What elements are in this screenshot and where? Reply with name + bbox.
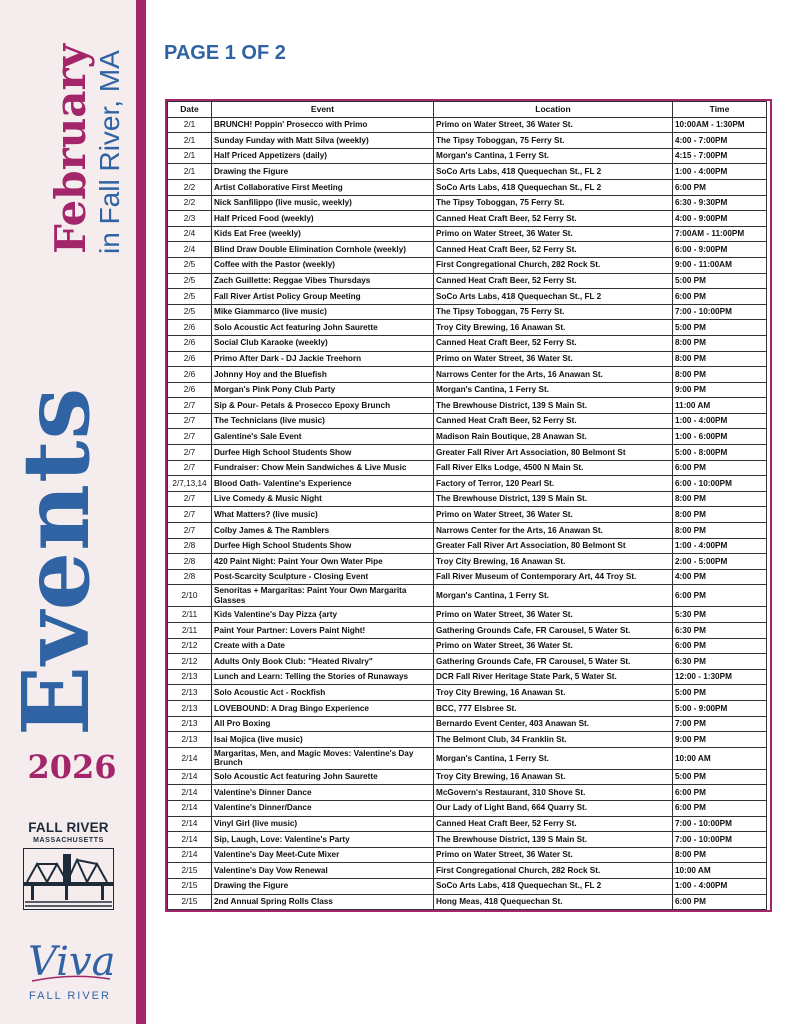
cell-location: Canned Heat Craft Beer, 52 Ferry St. — [434, 335, 673, 351]
cell-date: 2/7 — [168, 491, 212, 507]
cell-date: 2/8 — [168, 538, 212, 554]
cell-time: 8:00 PM — [673, 847, 767, 863]
cell-location: SoCo Arts Labs, 418 Quequechan St., FL 2 — [434, 164, 673, 180]
cell-date: 2/5 — [168, 257, 212, 273]
svg-text:Viva: Viva — [28, 939, 116, 985]
cell-location: Our Lady of Light Band, 664 Quarry St. — [434, 800, 673, 816]
cell-location: SoCo Arts Labs, 418 Quequechan St., FL 2 — [434, 289, 673, 305]
table-row — [168, 491, 767, 507]
table-row — [168, 785, 767, 801]
cell-time: 7:00 - 10:00PM — [673, 832, 767, 848]
table-row — [168, 607, 767, 623]
cell-location: Primo on Water Street, 36 Water St. — [434, 117, 673, 133]
table-row — [168, 211, 767, 227]
table-row — [168, 320, 767, 336]
cell-event: Solo Acoustic Act featuring John Saurette — [212, 769, 434, 785]
cell-time: 6:00 PM — [673, 179, 767, 195]
cell-time: 8:00 PM — [673, 335, 767, 351]
table-row — [168, 654, 767, 670]
cell-event: Paint Your Partner: Lovers Paint Night! — [212, 623, 434, 639]
header-location: Location — [434, 102, 673, 118]
cell-time: 6:00 PM — [673, 289, 767, 305]
cell-event: Kids Valentine's Day Pizza {arty — [212, 607, 434, 623]
table-row — [168, 747, 767, 769]
cell-date: 2/12 — [168, 654, 212, 670]
cell-time: 5:00 PM — [673, 320, 767, 336]
cell-location: Troy City Brewing, 16 Anawan St. — [434, 685, 673, 701]
table-row — [168, 117, 767, 133]
cell-event: Senoritas + Margaritas: Paint Your Own Margarita Glasses — [212, 585, 434, 607]
cell-time: 10:00AM - 1:30PM — [673, 117, 767, 133]
cell-location: Gathering Grounds Cafe, FR Carousel, 5 Water St. — [434, 623, 673, 639]
table-row — [168, 179, 767, 195]
cell-time: 1:00 - 4:00PM — [673, 538, 767, 554]
header-time: Time — [673, 102, 767, 118]
cell-time: 1:00 - 4:00PM — [673, 878, 767, 894]
table-row — [168, 716, 767, 732]
cell-date: 2/5 — [168, 289, 212, 305]
cell-location: Morgan's Cantina, 1 Ferry St. — [434, 747, 673, 769]
cell-event: Solo Acoustic Act - Rockfish — [212, 685, 434, 701]
cell-location: Primo on Water Street, 36 Water St. — [434, 847, 673, 863]
cell-date: 2/15 — [168, 894, 212, 910]
cell-date: 2/15 — [168, 863, 212, 879]
cell-location: The Tipsy Toboggan, 75 Ferry St. — [434, 195, 673, 211]
cell-location: Troy City Brewing, 16 Anawan St. — [434, 554, 673, 570]
cell-date: 2/14 — [168, 769, 212, 785]
header-event: Event — [212, 102, 434, 118]
cell-date: 2/7 — [168, 507, 212, 523]
cell-location: Hong Meas, 418 Quequechan St. — [434, 894, 673, 910]
cell-event: BRUNCH! Poppin' Prosecco with Primo — [212, 117, 434, 133]
cell-date: 2/13 — [168, 732, 212, 748]
cell-time: 12:00 - 1:30PM — [673, 669, 767, 685]
table-row — [168, 226, 767, 242]
cell-location: Narrows Center for the Arts, 16 Anawan St. — [434, 523, 673, 539]
cell-time: 8:00 PM — [673, 507, 767, 523]
cell-time: 7:00 PM — [673, 716, 767, 732]
cell-location: DCR Fall River Heritage State Park, 5 Water St. — [434, 669, 673, 685]
cell-event: Vinyl Girl (live music) — [212, 816, 434, 832]
cell-time: 4:00 PM — [673, 569, 767, 585]
table-row — [168, 669, 767, 685]
cell-location: SoCo Arts Labs, 418 Quequechan St., FL 2 — [434, 179, 673, 195]
cell-time: 5:00 - 9:00PM — [673, 700, 767, 716]
cell-event: Sunday Funday with Matt Silva (weekly) — [212, 133, 434, 149]
cell-time: 5:00 PM — [673, 769, 767, 785]
cell-event: Mike Giammarco (live music) — [212, 304, 434, 320]
viva-subtitle: FALL RIVER — [29, 990, 111, 1002]
cell-location: McGovern's Restaurant, 310 Shove St. — [434, 785, 673, 801]
cell-event: Durfee High School Students Show — [212, 445, 434, 461]
cell-location: The Belmont Club, 34 Franklin St. — [434, 732, 673, 748]
table-row — [168, 367, 767, 383]
table-row — [168, 304, 767, 320]
cell-time: 6:00 PM — [673, 894, 767, 910]
table-row — [168, 257, 767, 273]
cell-location: Canned Heat Craft Beer, 52 Ferry St. — [434, 273, 673, 289]
cell-event: 2nd Annual Spring Rolls Class — [212, 894, 434, 910]
cell-date: 2/14 — [168, 832, 212, 848]
cell-date: 2/7 — [168, 398, 212, 414]
table-row — [168, 878, 767, 894]
cell-location: Canned Heat Craft Beer, 52 Ferry St. — [434, 816, 673, 832]
cell-location: Troy City Brewing, 16 Anawan St. — [434, 320, 673, 336]
cell-date: 2/6 — [168, 382, 212, 398]
cell-date: 2/14 — [168, 747, 212, 769]
cell-location: Morgan's Cantina, 1 Ferry St. — [434, 585, 673, 607]
table-row — [168, 554, 767, 570]
table-row — [168, 133, 767, 149]
table-header-row — [168, 102, 767, 118]
cell-time: 6:00 PM — [673, 638, 767, 654]
cell-date: 2/2 — [168, 179, 212, 195]
cell-time: 7:00 - 10:00PM — [673, 816, 767, 832]
cell-location: First Congregational Church, 282 Rock St. — [434, 863, 673, 879]
cell-event: Johnny Hoy and the Bluefish — [212, 367, 434, 383]
table-row — [168, 289, 767, 305]
cell-time: 5:00 - 8:00PM — [673, 445, 767, 461]
cell-event: Half Priced Food (weekly) — [212, 211, 434, 227]
cell-date: 2/7 — [168, 460, 212, 476]
cell-date: 2/8 — [168, 569, 212, 585]
cell-event: Drawing the Figure — [212, 878, 434, 894]
cell-event: Lunch and Learn: Telling the Stories of Runaways — [212, 669, 434, 685]
cell-location: Canned Heat Craft Beer, 52 Ferry St. — [434, 211, 673, 227]
cell-time: 2:00 - 5:00PM — [673, 554, 767, 570]
table-row — [168, 894, 767, 910]
cell-date: 2/10 — [168, 585, 212, 607]
cell-date: 2/13 — [168, 685, 212, 701]
table-row — [168, 351, 767, 367]
cell-date: 2/11 — [168, 607, 212, 623]
cell-date: 2/14 — [168, 847, 212, 863]
cell-time: 8:00 PM — [673, 491, 767, 507]
table-row — [168, 164, 767, 180]
year-label: 2026 — [27, 748, 117, 786]
table-row — [168, 523, 767, 539]
table-row — [168, 832, 767, 848]
cell-event: Drawing the Figure — [212, 164, 434, 180]
cell-time: 6:30 PM — [673, 654, 767, 670]
cell-time: 4:15 - 7:00PM — [673, 148, 767, 164]
cell-time: 5:30 PM — [673, 607, 767, 623]
cell-event: Valentine's Dinner Dance — [212, 785, 434, 801]
cell-date: 2/1 — [168, 164, 212, 180]
cell-date: 2/13 — [168, 716, 212, 732]
cell-location: Bernardo Event Center, 403 Anawan St. — [434, 716, 673, 732]
cell-event: Fundraiser: Chow Mein Sandwiches & Live Music — [212, 460, 434, 476]
cell-location: Canned Heat Craft Beer, 52 Ferry St. — [434, 413, 673, 429]
logo-title: FALL RIVER — [28, 820, 109, 835]
cell-time: 5:00 PM — [673, 685, 767, 701]
cell-time: 8:00 PM — [673, 367, 767, 383]
cell-event: Blind Draw Double Elimination Cornhole (weekly) — [212, 242, 434, 258]
cell-time: 6:00 PM — [673, 785, 767, 801]
cell-location: BCC, 777 Elsbree St. — [434, 700, 673, 716]
page-indicator: PAGE 1 OF 2 — [164, 42, 286, 64]
cell-date: 2/4 — [168, 242, 212, 258]
viva-logo-script — [22, 935, 118, 987]
cell-date: 2/13 — [168, 700, 212, 716]
cell-date: 2/14 — [168, 800, 212, 816]
table-row — [168, 732, 767, 748]
cell-location: The Tipsy Toboggan, 75 Ferry St. — [434, 133, 673, 149]
table-row — [168, 585, 767, 607]
cell-event: Social Club Karaoke (weekly) — [212, 335, 434, 351]
cell-time: 10:00 AM — [673, 863, 767, 879]
cell-time: 6:30 - 9:30PM — [673, 195, 767, 211]
cell-event: Valentine's Dinner/Dance — [212, 800, 434, 816]
cell-date: 2/14 — [168, 816, 212, 832]
sidebar — [0, 0, 136, 1024]
cell-date: 2/3 — [168, 211, 212, 227]
cell-event: Live Comedy & Music Night — [212, 491, 434, 507]
cell-time: 6:00 PM — [673, 585, 767, 607]
month-title: February — [46, 43, 95, 254]
table-row — [168, 816, 767, 832]
cell-date: 2/5 — [168, 273, 212, 289]
cell-location: The Brewhouse District, 139 S Main St. — [434, 398, 673, 414]
cell-date: 2/4 — [168, 226, 212, 242]
cell-time: 10:00 AM — [673, 747, 767, 769]
cell-time: 9:00 PM — [673, 382, 767, 398]
cell-date: 2/7 — [168, 413, 212, 429]
table-row — [168, 507, 767, 523]
cell-event: LOVEBOUND: A Drag Bingo Experience — [212, 700, 434, 716]
events-table — [165, 99, 772, 912]
table-row — [168, 148, 767, 164]
table-row — [168, 413, 767, 429]
cell-location: Morgan's Cantina, 1 Ferry St. — [434, 148, 673, 164]
cell-date: 2/7 — [168, 429, 212, 445]
cell-location: Fall River Museum of Contemporary Art, 44 Troy St. — [434, 569, 673, 585]
cell-event: Durfee High School Students Show — [212, 538, 434, 554]
cell-time: 4:00 - 7:00PM — [673, 133, 767, 149]
cell-date: 2/8 — [168, 554, 212, 570]
table-row — [168, 398, 767, 414]
events-title: Events — [2, 386, 110, 736]
cell-time: 1:00 - 6:00PM — [673, 429, 767, 445]
logo-subtitle: MASSACHUSETTS — [33, 837, 104, 844]
table-row — [168, 460, 767, 476]
cell-event: Morgan's Pink Pony Club Party — [212, 382, 434, 398]
cell-time: 6:00 PM — [673, 800, 767, 816]
cell-location: Primo on Water Street, 36 Water St. — [434, 638, 673, 654]
cell-date: 2/6 — [168, 320, 212, 336]
cell-location: Morgan's Cantina, 1 Ferry St. — [434, 382, 673, 398]
cell-event: Adults Only Book Club: "Heated Rivalry" — [212, 654, 434, 670]
cell-event: Sip & Pour- Petals & Prosecco Epoxy Brunch — [212, 398, 434, 414]
cell-location: Narrows Center for the Arts, 16 Anawan St. — [434, 367, 673, 383]
cell-date: 2/13 — [168, 669, 212, 685]
cell-event: 420 Paint Night: Paint Your Own Water Pipe — [212, 554, 434, 570]
cell-date: 2/7 — [168, 523, 212, 539]
cell-event: Margaritas, Men, and Magic Moves: Valentine's Day Brunch — [212, 747, 434, 769]
cell-location: Greater Fall River Art Association, 80 Belmont St — [434, 538, 673, 554]
cell-event: What Matters? (live music) — [212, 507, 434, 523]
cell-date: 2/6 — [168, 367, 212, 383]
cell-event: Primo After Dark - DJ Jackie Treehorn — [212, 351, 434, 367]
fall-river-logo — [20, 818, 117, 912]
table-row — [168, 638, 767, 654]
cell-event: The Technicians (live music) — [212, 413, 434, 429]
cell-event: Solo Acoustic Act featuring John Saurette — [212, 320, 434, 336]
cell-location: The Tipsy Toboggan, 75 Ferry St. — [434, 304, 673, 320]
table-row — [168, 538, 767, 554]
cell-event: Galentine's Sale Event — [212, 429, 434, 445]
cell-event: All Pro Boxing — [212, 716, 434, 732]
cell-time: 1:00 - 4:00PM — [673, 164, 767, 180]
cell-location: Fall River Elks Lodge, 4500 N Main St. — [434, 460, 673, 476]
cell-event: Half Priced Appetizers (daily) — [212, 148, 434, 164]
cell-event: Colby James & The Ramblers — [212, 523, 434, 539]
cell-event: Coffee with the Pastor (weekly) — [212, 257, 434, 273]
cell-time: 1:00 - 4:00PM — [673, 413, 767, 429]
cell-event: Kids Eat Free (weekly) — [212, 226, 434, 242]
cell-date: 2/6 — [168, 351, 212, 367]
sidebar-stripe — [136, 0, 146, 1024]
table-row — [168, 569, 767, 585]
table-row — [168, 476, 767, 492]
cell-date: 2/5 — [168, 304, 212, 320]
cell-location: First Congregational Church, 282 Rock St. — [434, 257, 673, 273]
cell-event: Artist Collaborative First Meeting — [212, 179, 434, 195]
table-row — [168, 685, 767, 701]
cell-event: Create with a Date — [212, 638, 434, 654]
table-row — [168, 769, 767, 785]
cell-event: Valentine's Day Vow Renewal — [212, 863, 434, 879]
table-row — [168, 847, 767, 863]
table-row — [168, 623, 767, 639]
cell-date: 2/1 — [168, 148, 212, 164]
cell-event: Blood Oath- Valentine's Experience — [212, 476, 434, 492]
cell-time: 7:00AM - 11:00PM — [673, 226, 767, 242]
cell-location: Primo on Water Street, 36 Water St. — [434, 607, 673, 623]
cell-time: 4:00 - 9:00PM — [673, 211, 767, 227]
table-row — [168, 700, 767, 716]
cell-location: Canned Heat Craft Beer, 52 Ferry St. — [434, 242, 673, 258]
cell-time: 9:00 - 11:00AM — [673, 257, 767, 273]
table-row — [168, 800, 767, 816]
cell-location: Troy City Brewing, 16 Anawan St. — [434, 769, 673, 785]
cell-location: Primo on Water Street, 36 Water St. — [434, 226, 673, 242]
cell-time: 6:00 PM — [673, 460, 767, 476]
cell-time: 8:00 PM — [673, 351, 767, 367]
cell-date: 2/2 — [168, 195, 212, 211]
cell-location: SoCo Arts Labs, 418 Quequechan St., FL 2 — [434, 878, 673, 894]
cell-time: 9:00 PM — [673, 732, 767, 748]
cell-location: The Brewhouse District, 139 S Main St. — [434, 491, 673, 507]
cell-date: 2/1 — [168, 117, 212, 133]
cell-time: 7:00 - 10:00PM — [673, 304, 767, 320]
table-row — [168, 863, 767, 879]
cell-time: 8:00 PM — [673, 523, 767, 539]
cell-date: 2/15 — [168, 878, 212, 894]
cell-date: 2/11 — [168, 623, 212, 639]
cell-date: 2/14 — [168, 785, 212, 801]
table-row — [168, 429, 767, 445]
table-row — [168, 273, 767, 289]
cell-event: Nick Sanfilippo (live music, weekly) — [212, 195, 434, 211]
cell-time: 11:00 AM — [673, 398, 767, 414]
cell-date: 2/1 — [168, 133, 212, 149]
table-row — [168, 195, 767, 211]
table-row — [168, 242, 767, 258]
cell-location: Primo on Water Street, 36 Water St. — [434, 507, 673, 523]
cell-event: Valentine's Day Meet-Cute Mixer — [212, 847, 434, 863]
bridge-icon — [23, 848, 114, 910]
cell-date: 2/7,13,14 — [168, 476, 212, 492]
table-row — [168, 382, 767, 398]
cell-event: Fall River Artist Policy Group Meeting — [212, 289, 434, 305]
cell-time: 6:30 PM — [673, 623, 767, 639]
cell-date: 2/12 — [168, 638, 212, 654]
cell-location: The Brewhouse District, 139 S Main St. — [434, 832, 673, 848]
cell-time: 5:00 PM — [673, 273, 767, 289]
cell-event: Isai Mojica (live music) — [212, 732, 434, 748]
cell-date: 2/6 — [168, 335, 212, 351]
cell-location: Madison Rain Boutique, 28 Anawan St. — [434, 429, 673, 445]
cell-location: Gathering Grounds Cafe, FR Carousel, 5 Water St. — [434, 654, 673, 670]
cell-date: 2/7 — [168, 445, 212, 461]
table-row — [168, 445, 767, 461]
cell-location: Factory of Terror, 120 Pearl St. — [434, 476, 673, 492]
cell-location: Greater Fall River Art Association, 80 Belmont St — [434, 445, 673, 461]
cell-location: Primo on Water Street, 36 Water St. — [434, 351, 673, 367]
cell-event: Post-Scarcity Sculpture - Closing Event — [212, 569, 434, 585]
table-row — [168, 335, 767, 351]
cell-event: Zach Guillette: Reggae Vibes Thursdays — [212, 273, 434, 289]
header-date: Date — [168, 102, 212, 118]
location-subtitle: in Fall River, MA — [94, 50, 125, 254]
cell-time: 6:00 - 10:00PM — [673, 476, 767, 492]
cell-time: 6:00 - 9:00PM — [673, 242, 767, 258]
cell-event: Sip, Laugh, Love: Valentine's Party — [212, 832, 434, 848]
